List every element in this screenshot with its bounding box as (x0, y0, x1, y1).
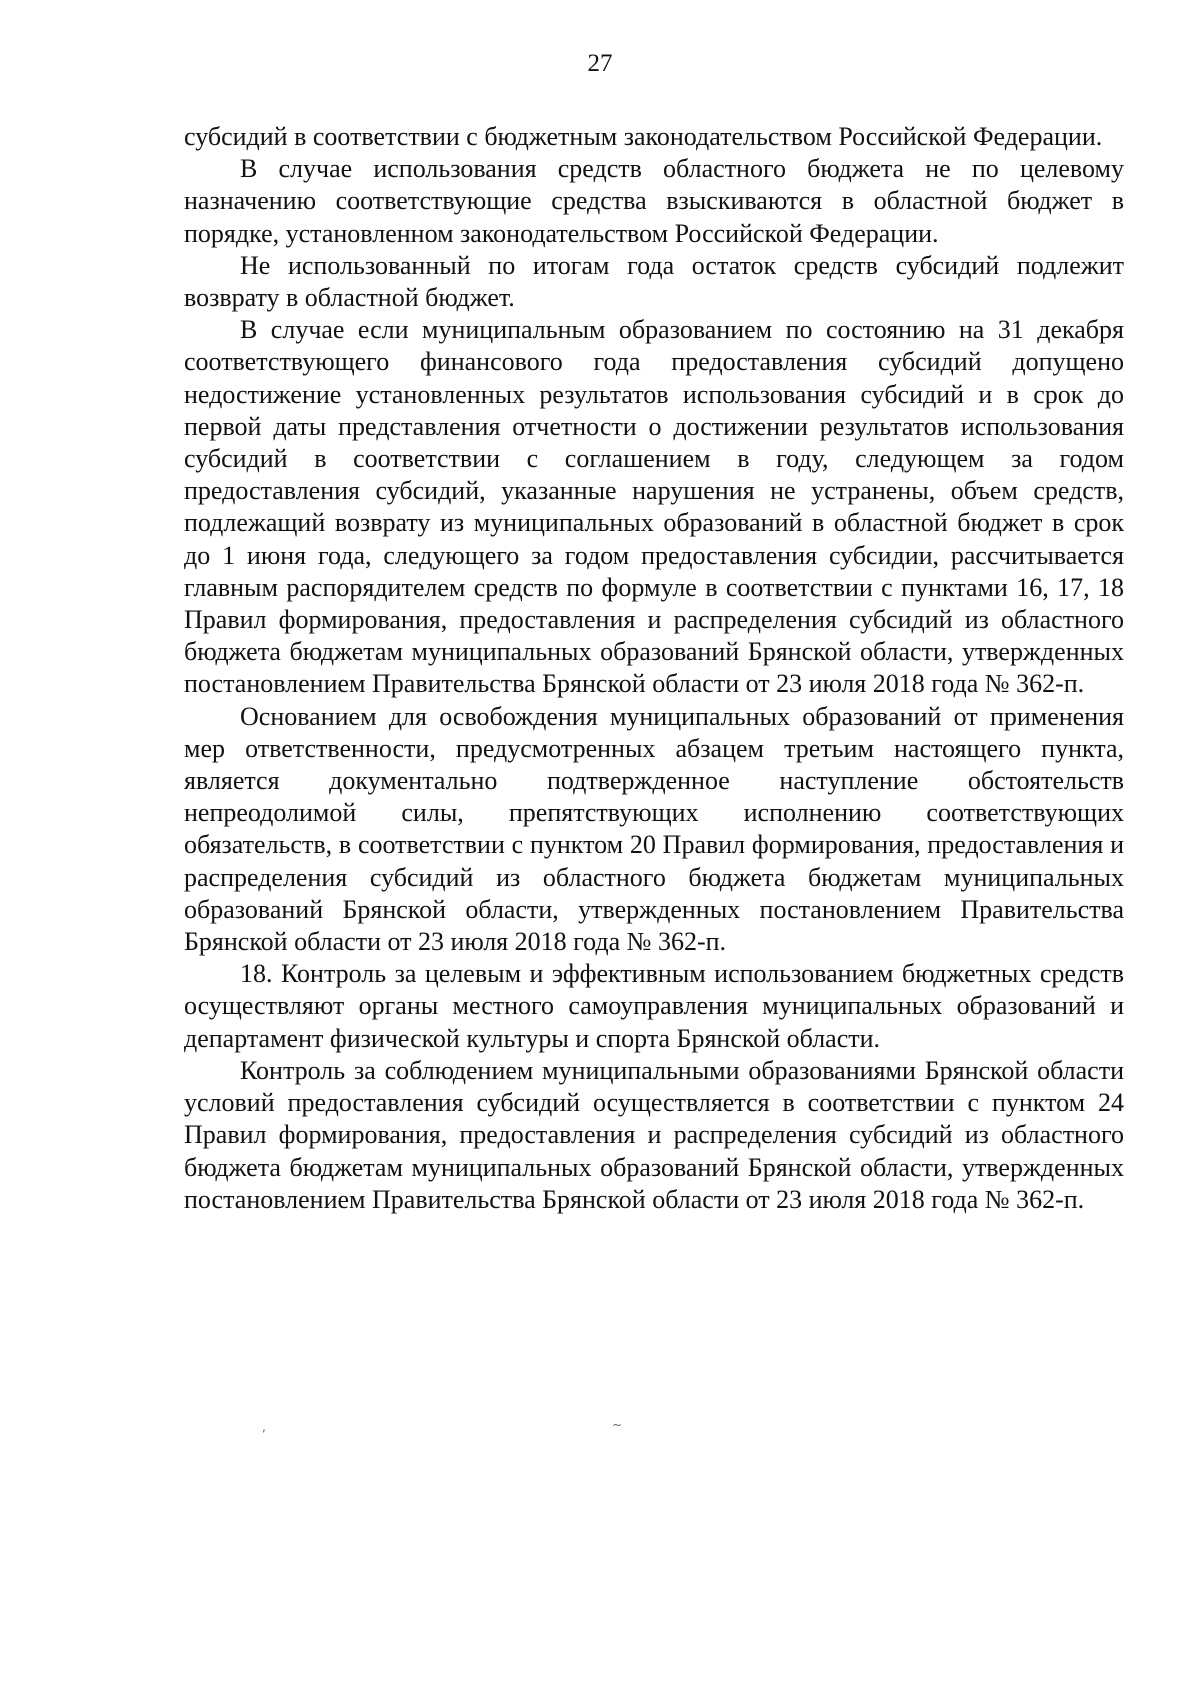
scan-speck: , (262, 1420, 266, 1434)
paragraph-unused-balance: Не использованный по итогам года остаток средств субсидий подлежит возврату в областной бюджет. (184, 250, 1124, 313)
paragraph-continuation: субсидий в соответствии с бюджетным законодательством Российской Федерации. (184, 122, 1103, 151)
paragraph-refund-calculation: В случае если муниципальным образованием по состоянию на 31 декабря соответствующего финансового года предоставления субсидий допущено недостижение установленных результатов использования субсидий и в срок до первой даты представления отчетности о достижении результатов использования субсидий в соответствии с соглашением в году, следующем за годом предоставления субсидий, указанные нарушения не устранены, объем средств, подлежащий возврату из муниципальных образований в областной бюджет в срок до 1 июня года, следующего за годом предоставления субсидии, рассчитывается главным распорядителем средств по формуле в соответствии с пунктами 16, 17, 18 Правил формирования, предоставления и распределения субсидий из областного бюджета бюджетам муниципальных образований Брянской области, утвержденных постановлением Правительства Брянской области от 23 июля 2018 года № 362-п. (184, 315, 1124, 699)
paragraph-force-majeure: Основанием для освобождения муниципальных образований от применения мер ответственности, предусмотренных абзацем третьим настоящего пункта, является документально подтвержденное наступление обстоятельств непреодолимой силы, препятствующих исполнению соответствующих обязательств, в соответствии с пунктом 20 Правил формирования, предоставления и распределения субсидий из областного бюджета бюджетам муниципальных образований Брянской области, утвержденных постановлением Правительства Брянской области от 23 июля 2018 года № 362-п. (184, 701, 1124, 957)
paragraph-compliance-control: Контроль за соблюдением муниципальными образованиями Брянской области условий предоставления субсидий осуществляется в соответствии с пунктом 24 Правил формирования, предоставления и распределения субсидий из областного бюджета бюджетам муниципальных образований Брянской области, утвержденных постановлением Правительства Брянской области от 23 июля 2018 года № 362-п. (184, 1055, 1124, 1214)
paragraph-misuse-recovery: В случае использования средств областного бюджета не по целевому назначению соответствующие средства взыскиваются в областной бюджет в порядке, установленном законодательством Российской Федерации. (184, 154, 1124, 248)
document-body (184, 121, 1124, 1216)
paragraph-section-18-control: 18. Контроль за целевым и эффективным использованием бюджетных средств осуществляют органы местного самоуправления муниципальных образований и департамент физической культуры и спорта Брянской области. (184, 959, 1124, 1053)
scan-speck: ~ (612, 1418, 623, 1432)
page-number: 27 (587, 50, 613, 77)
